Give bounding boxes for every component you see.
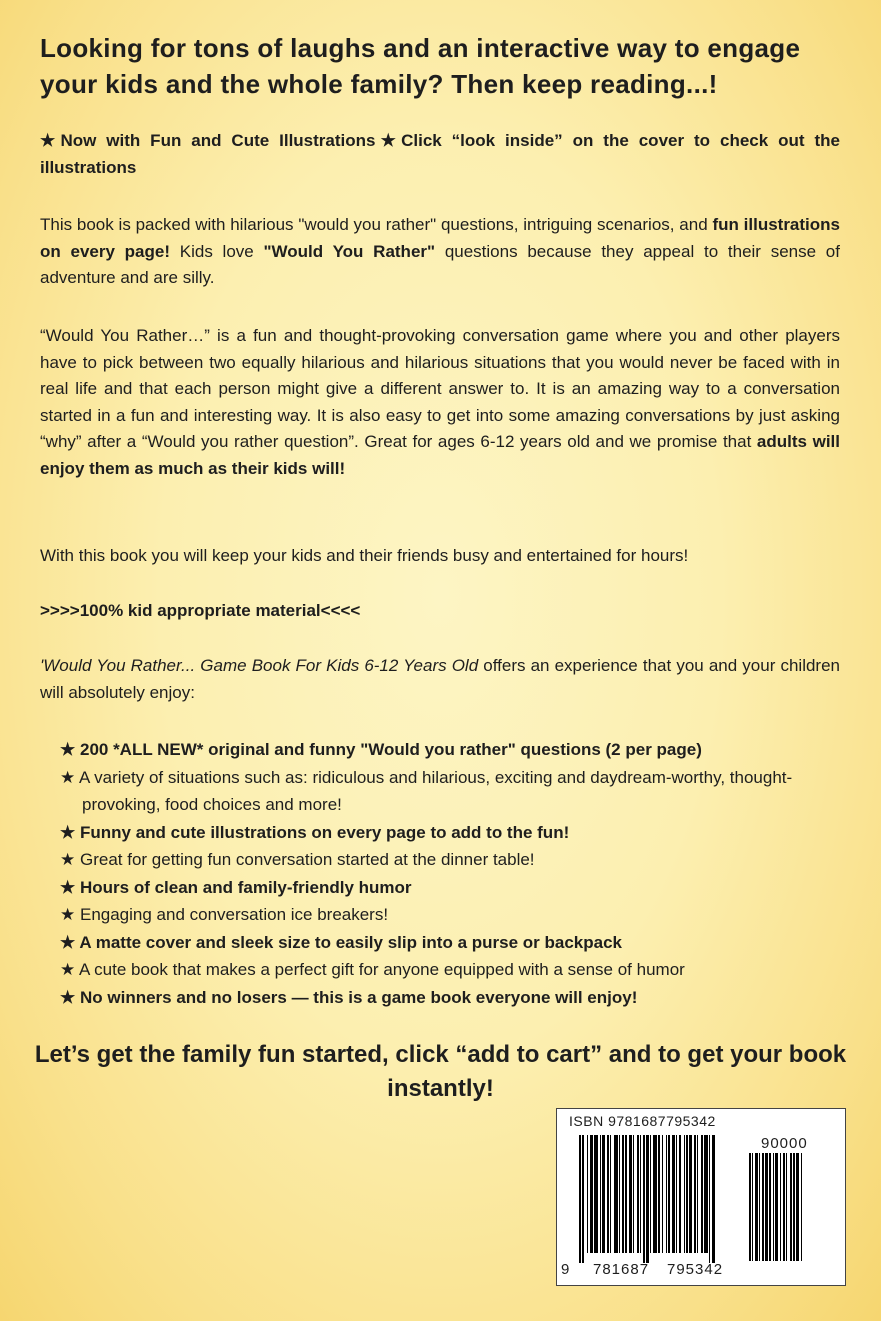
paragraph-5 [40, 653, 840, 706]
barcode-bar [594, 1135, 598, 1253]
barcode-bar [587, 1135, 588, 1253]
barcode-bar [783, 1153, 785, 1261]
para1-text: Kids love [170, 241, 264, 261]
barcode-bar [762, 1153, 764, 1261]
barcode-bar [625, 1135, 627, 1253]
barcode-bar [607, 1135, 609, 1253]
barcode-bar [602, 1135, 605, 1253]
barcode-bar [686, 1135, 688, 1253]
barcode-bar [614, 1135, 618, 1253]
price-code: 90000 [761, 1135, 808, 1152]
feature-item [60, 901, 840, 929]
feature-text: A cute book that makes a perfect gift for anyone equipped with a sense of humor [79, 960, 685, 979]
para1-bold: fun illustrations on every page! [40, 215, 840, 261]
intro-part1: Now with Fun and Cute Illustrations [60, 131, 376, 150]
isbn-label: ISBN 9781687795342 [569, 1113, 716, 1129]
barcode-bar [582, 1135, 584, 1263]
feature-item [60, 929, 840, 957]
book-title: 'Would You Rather... Game Book For Kids 6-12 Years Old [40, 656, 479, 675]
barcode-bar [694, 1135, 696, 1253]
barcode-bars-main [579, 1135, 745, 1263]
barcode-bar [773, 1153, 774, 1261]
para2-bold: adults will enjoy them as much as their kids will! [40, 432, 840, 478]
para5-text: offers an experience that you and your children will absolutely enjoy: [40, 656, 840, 702]
barcode-bar [786, 1153, 787, 1261]
barcode-bar [600, 1135, 601, 1253]
barcode-bar [646, 1135, 649, 1263]
feature-list [60, 736, 840, 1011]
star-icon: ★ [60, 850, 76, 869]
para1-bold: "Would You Rather" [263, 241, 436, 261]
feature-text: A variety of situations such as: ridiculous and hilarious, exciting and daydream-worthy, thought-provoking, food choices and more! [79, 767, 793, 814]
para2-text: “Would You Rather…” is a fun and thought-provoking conversation game where you and other players have to pick between two equally hilarious and hilarious situations that you would never be faced with in real life and that each person might give a different answer to. It is an amazing way to a conversation started in a fun and interesting way. It is also easy to get into some amazing conversations by just asking “why” after a “Would you rather question”. Great for ages 6-12 years old and we promise that [40, 326, 840, 451]
barcode-bar [633, 1135, 634, 1253]
barcode-bar [650, 1135, 651, 1253]
barcode-number-first: 9 [561, 1261, 570, 1278]
barcode-bar [790, 1153, 792, 1261]
star-icon: ★ [60, 740, 76, 759]
feature-text: Great for getting fun conversation started at the dinner table! [79, 850, 535, 869]
isbn-barcode [556, 1108, 846, 1286]
feature-item [60, 984, 840, 1012]
star-icon: ★ [60, 960, 76, 979]
barcode-bar [622, 1135, 624, 1253]
para1-text: This book is packed with hilarious "would you rather" questions, intriguing scenarios, and [40, 215, 713, 234]
barcode-bar [697, 1135, 698, 1253]
feature-item [60, 764, 840, 819]
barcode-bar [749, 1153, 751, 1261]
barcode-bar [684, 1135, 685, 1253]
barcode-bar [775, 1153, 778, 1261]
barcode-number-group1: 781687 [593, 1261, 650, 1278]
barcode-bar [769, 1153, 771, 1261]
barcode-bar [796, 1153, 799, 1261]
barcode-bar [590, 1135, 593, 1253]
barcode-bar [653, 1135, 657, 1253]
feature-item [60, 736, 840, 764]
barcode-bar [780, 1153, 781, 1261]
barcode-bar [755, 1153, 758, 1261]
barcode-bar [637, 1135, 639, 1253]
star-icon: ★ [60, 905, 76, 924]
para1-text: questions because they appeal to their sense of adventure and are silly. [40, 241, 840, 287]
kid-appropriate-note: >>>>100% kid appropriate material<<<< [40, 601, 361, 620]
feature-item [60, 874, 840, 902]
star-icon: ★ [60, 877, 76, 897]
feature-item [60, 819, 840, 847]
star-icon: ★ [60, 987, 76, 1007]
paragraph-2 [40, 323, 840, 482]
feature-text: 200 *ALL NEW* original and funny "Would you rather" questions (2 per page) [79, 740, 702, 759]
headline: Looking for tons of laughs and an interactive way to engage your kids and the whole family? Then keep reading...! [40, 33, 801, 99]
feature-text: A matte cover and sleek size to easily slip into a purse or backpack [79, 932, 622, 952]
barcode-bar [643, 1135, 645, 1263]
intro-part2: Click “look inside” on the cover to check out the illustrations [40, 131, 840, 177]
star-icon: ★ [40, 131, 61, 150]
star-icon: ★ [60, 767, 76, 787]
barcode-bar [640, 1135, 641, 1253]
barcode-bar [610, 1135, 611, 1253]
barcode-bar [666, 1135, 667, 1253]
barcode-bar [689, 1135, 692, 1253]
barcode-bar [752, 1153, 753, 1261]
barcode-bar [679, 1135, 681, 1253]
star-icon: ★ [375, 131, 402, 150]
feature-item [60, 846, 840, 874]
barcode-bar [712, 1135, 715, 1263]
paragraph-3: With this book you will keep your kids and their friends busy and entertained for hours! [40, 546, 689, 565]
barcode-bar [662, 1135, 663, 1253]
barcode-bar [765, 1153, 768, 1261]
barcode-bar [619, 1135, 620, 1253]
barcode-bar [701, 1135, 703, 1253]
star-icon: ★ [60, 932, 76, 952]
barcode-bar [793, 1153, 795, 1261]
feature-text: Funny and cute illustrations on every page to add to the fun! [79, 822, 570, 842]
star-icon: ★ [60, 822, 76, 842]
barcode-bar [709, 1135, 710, 1263]
closing-call-to-action: Let’s get the family fun started, click “add to cart” and to get your book instantly! [34, 1041, 847, 1102]
barcode-bar [704, 1135, 708, 1253]
barcode-number-group2: 795342 [667, 1261, 724, 1278]
paragraph-1 [40, 212, 840, 292]
barcode-bar [658, 1135, 660, 1253]
barcode-bar [672, 1135, 675, 1253]
barcode-bar [759, 1153, 760, 1261]
barcode-bar [801, 1153, 802, 1261]
feature-text: No winners and no losers — this is a game book everyone will enjoy! [79, 987, 638, 1007]
feature-text: Hours of clean and family-friendly humor [79, 877, 412, 897]
barcode-bar [629, 1135, 632, 1253]
feature-text: Engaging and conversation ice breakers! [79, 905, 389, 924]
barcode-bars-addon [749, 1153, 831, 1263]
intro-line [40, 128, 840, 181]
barcode-bar [579, 1135, 581, 1263]
barcode-bar [676, 1135, 677, 1253]
feature-item [60, 956, 840, 984]
barcode-bar [668, 1135, 670, 1253]
